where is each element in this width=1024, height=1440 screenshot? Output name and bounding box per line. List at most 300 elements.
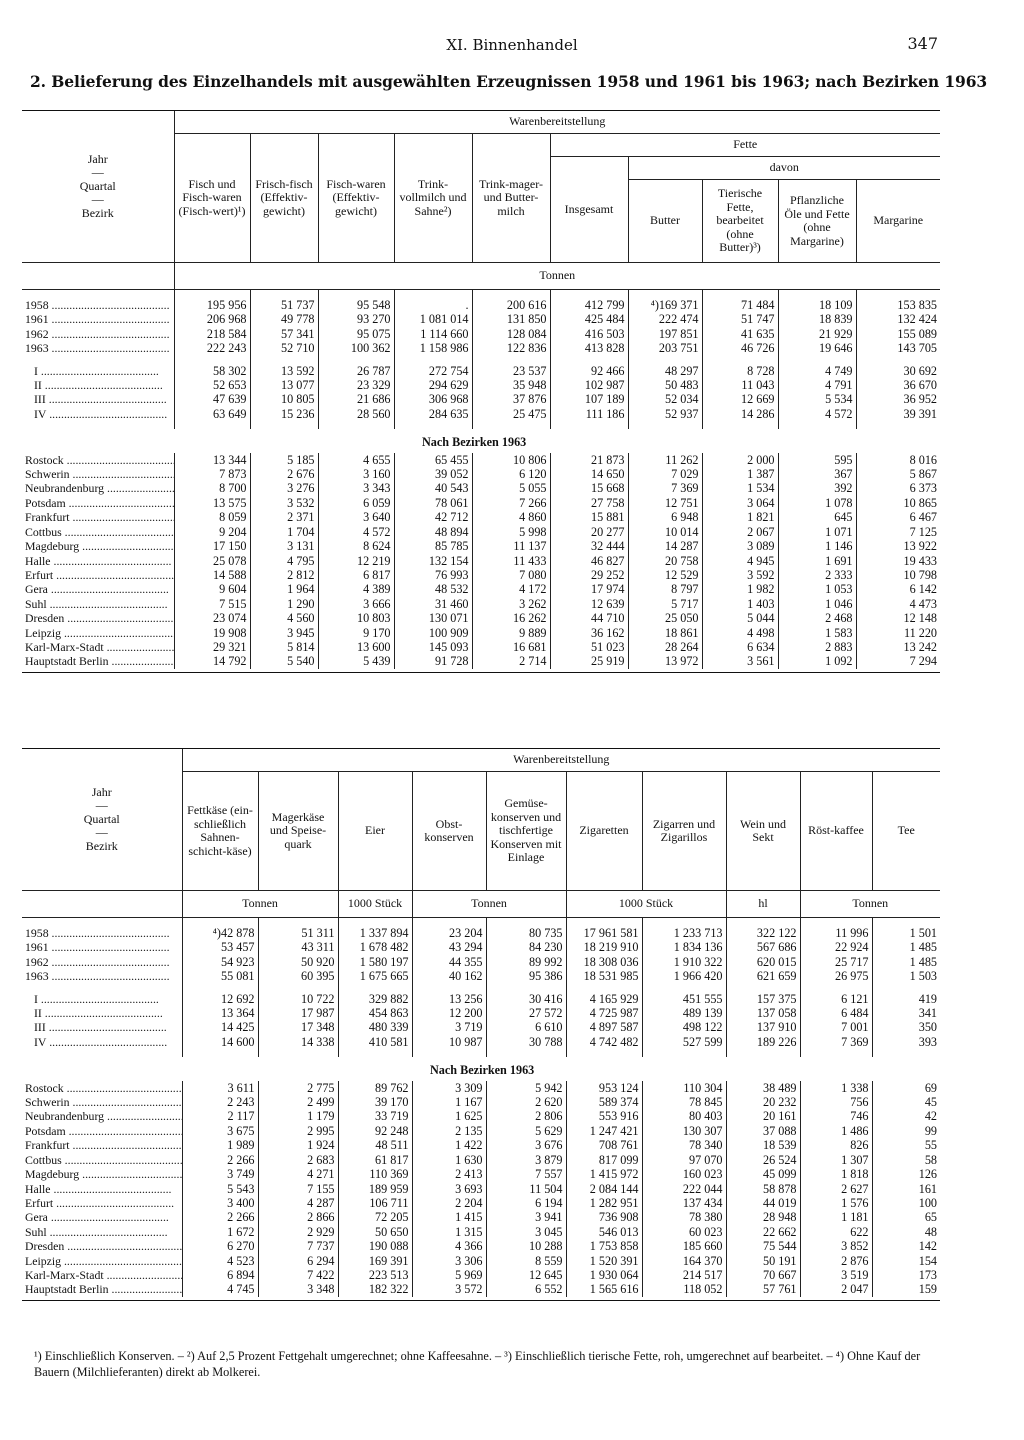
- cell-value: 3 592: [702, 568, 778, 582]
- cell-value: 100: [872, 1196, 940, 1210]
- table-row: [22, 1254, 940, 1268]
- cell-value: 2 627: [800, 1182, 872, 1196]
- cell-value: 111 186: [550, 407, 628, 421]
- table-row: [22, 1196, 940, 1210]
- cell-value: 6 552: [486, 1282, 566, 1296]
- cell-value: 29 321: [174, 640, 250, 654]
- table-row: [22, 467, 940, 481]
- cell-value: 4 897 587: [566, 1020, 642, 1034]
- row-label: [22, 1254, 182, 1268]
- cell-value: 4 498: [702, 626, 778, 640]
- cell-value: 1 966 420: [642, 969, 726, 983]
- cell-value: 2 676: [250, 467, 318, 481]
- cell-value: 57 761: [726, 1282, 800, 1296]
- cell-value: 7 369: [628, 481, 702, 495]
- unit-header: Tonnen: [174, 263, 940, 290]
- cell-value: 2 135: [412, 1124, 486, 1138]
- row-label: [22, 312, 174, 326]
- cell-value: 5 055: [472, 481, 550, 495]
- cell-value: 6 948: [628, 510, 702, 524]
- cell-value: 26 975: [800, 969, 872, 983]
- cell-value: 425 484: [550, 312, 628, 326]
- cell-value: 736 908: [566, 1210, 642, 1224]
- cell-value: 2 995: [258, 1124, 338, 1138]
- cell-value: 350: [872, 1020, 940, 1034]
- cell-value: 5 540: [250, 654, 318, 668]
- cell-value: 195 956: [174, 298, 250, 312]
- cell-value: 80 403: [642, 1109, 726, 1123]
- table-row: [22, 298, 940, 312]
- table-row: [22, 597, 940, 611]
- cell-value: 3 611: [182, 1081, 258, 1095]
- cell-value: 4 860: [472, 510, 550, 524]
- cell-value: 451 555: [642, 992, 726, 1006]
- cell-value: 12 219: [318, 554, 394, 568]
- row-label: [22, 341, 174, 355]
- cell-value: 42: [872, 1109, 940, 1123]
- cell-value: 143 705: [856, 341, 940, 355]
- cell-value: 1 691: [778, 554, 856, 568]
- cell-value: 23 329: [318, 378, 394, 392]
- cell-value: 284 635: [394, 407, 472, 421]
- cell-value: 620 015: [726, 955, 800, 969]
- cell-value: 51 737: [250, 298, 318, 312]
- cell-value: 3 676: [486, 1138, 566, 1152]
- cell-value: 4 745: [182, 1282, 258, 1296]
- table-row: [22, 407, 940, 421]
- cell-value: 25 717: [800, 955, 872, 969]
- cell-value: 2 499: [258, 1095, 338, 1109]
- cell-value: 37 088: [726, 1124, 800, 1138]
- col-header: Wein und Sekt: [726, 772, 800, 891]
- cell-value: 173: [872, 1268, 940, 1282]
- cell-value: 416 503: [550, 327, 628, 341]
- cell-value: 5 439: [318, 654, 394, 668]
- row-label: [22, 510, 174, 524]
- cell-value: 11 262: [628, 453, 702, 467]
- cell-value: 36 952: [856, 392, 940, 406]
- cell-value: 38 489: [726, 1081, 800, 1095]
- cell-value: 4 791: [778, 378, 856, 392]
- cell-value: 7 737: [258, 1239, 338, 1253]
- unit-header: 1000 Stück: [338, 891, 412, 918]
- cell-value: 2 333: [778, 568, 856, 582]
- table-row: [22, 1153, 940, 1167]
- cell-value: 18 219 910: [566, 940, 642, 954]
- cell-value: 159: [872, 1282, 940, 1296]
- cell-value: 51 747: [702, 312, 778, 326]
- table-row: [22, 568, 940, 582]
- cell-value: 3 572: [412, 1282, 486, 1296]
- cell-value: 60 395: [258, 969, 338, 983]
- cell-value: 36 162: [550, 626, 628, 640]
- row-label-text: Schwerin .....: [25, 1095, 182, 1109]
- cell-value: 99: [872, 1124, 940, 1138]
- cell-value: 39 170: [338, 1095, 412, 1109]
- cell-value: 3 945: [250, 626, 318, 640]
- row-label-text: Hauptstadt Berlin .....: [25, 654, 174, 668]
- table-row: [22, 955, 940, 969]
- cell-value: 189 959: [338, 1182, 412, 1196]
- cell-value: 21 873: [550, 453, 628, 467]
- cell-value: 7 029: [628, 467, 702, 481]
- cell-value: 54 923: [182, 955, 258, 969]
- row-label: [22, 378, 174, 392]
- cell-value: 58: [872, 1153, 940, 1167]
- cell-value: 7 873: [174, 467, 250, 481]
- cell-value: 1 282 951: [566, 1196, 642, 1210]
- cell-value: 1 146: [778, 539, 856, 553]
- row-label-text: Potsdam .....: [25, 1124, 182, 1138]
- row-label: [22, 1225, 182, 1239]
- row-label: [22, 1153, 182, 1167]
- cell-value: 49 778: [250, 312, 318, 326]
- cell-value: 14 650: [550, 467, 628, 481]
- table-row: [22, 1268, 940, 1282]
- row-label: [22, 969, 182, 983]
- cell-value: 3 131: [250, 539, 318, 553]
- table-row: [22, 364, 940, 378]
- cell-value: 12 639: [550, 597, 628, 611]
- cell-value: 10 798: [856, 568, 940, 582]
- cell-value: 393: [872, 1035, 940, 1049]
- cell-value: 10 805: [250, 392, 318, 406]
- cell-value: 1 078: [778, 496, 856, 510]
- cell-value: 5 185: [250, 453, 318, 467]
- table-row: [22, 341, 940, 355]
- cell-value: 1 821: [702, 510, 778, 524]
- col-header: Insgesamt: [550, 157, 628, 263]
- cell-value: 35 948: [472, 378, 550, 392]
- cell-value: 1 625: [412, 1109, 486, 1123]
- cell-value: 60 023: [642, 1225, 726, 1239]
- cell-value: 169 391: [338, 1254, 412, 1268]
- cell-value: 8 624: [318, 539, 394, 553]
- unit-header: Tonnen: [412, 891, 566, 918]
- section-heading: Nach Bezirken 1963: [422, 435, 527, 450]
- cell-value: 1 753 858: [566, 1239, 642, 1253]
- cell-value: 6 894: [182, 1268, 258, 1282]
- cell-value: 14 286: [702, 407, 778, 421]
- row-label-text: Gera .....: [25, 1210, 169, 1224]
- cell-value: 4 389: [318, 582, 394, 596]
- cell-value: 1 081 014: [394, 312, 472, 326]
- row-label: [22, 407, 174, 421]
- row-label: [22, 539, 174, 553]
- cell-value: 50 650: [338, 1225, 412, 1239]
- cell-value: 1 485: [872, 940, 940, 954]
- col-header: Trink-mager-und Butter-milch: [472, 134, 550, 263]
- row-label-text: IV .....: [28, 1035, 167, 1049]
- cell-value: 4 287: [258, 1196, 338, 1210]
- page-number: 347: [907, 34, 938, 53]
- cell-value: 7 001: [800, 1020, 872, 1034]
- cell-value: 92 466: [550, 364, 628, 378]
- cell-value: 329 882: [338, 992, 412, 1006]
- cell-value: 70 667: [726, 1268, 800, 1282]
- table-row: [22, 992, 940, 1006]
- cell-value: 1 114 660: [394, 327, 472, 341]
- cell-value: 18 308 036: [566, 955, 642, 969]
- cell-value: 13 600: [318, 640, 394, 654]
- cell-value: 4 572: [318, 525, 394, 539]
- row-label: [22, 467, 174, 481]
- cell-value: 1 387: [702, 467, 778, 481]
- row-label-text: I .....: [28, 364, 159, 378]
- col-header: Zigarren und Zigarillos: [642, 772, 726, 891]
- cell-value: 48 532: [394, 582, 472, 596]
- cell-value: 1 092: [778, 654, 856, 668]
- cell-value: 5 969: [412, 1268, 486, 1282]
- col-header: Margarine: [856, 180, 940, 263]
- cell-value: 122 836: [472, 341, 550, 355]
- cell-value: 19 908: [174, 626, 250, 640]
- row-label: [22, 1196, 182, 1210]
- cell-value: 392: [778, 481, 856, 495]
- cell-value: 2 806: [486, 1109, 566, 1123]
- cell-value: 51 023: [550, 640, 628, 654]
- table-row: [22, 1239, 940, 1253]
- cell-value: 72 205: [338, 1210, 412, 1224]
- cell-value: 1 247 421: [566, 1124, 642, 1138]
- cell-value: 164 370: [642, 1254, 726, 1268]
- cell-value: 3 675: [182, 1124, 258, 1138]
- cell-value: 3 160: [318, 467, 394, 481]
- cell-value: 15 668: [550, 481, 628, 495]
- cell-value: 28 264: [628, 640, 702, 654]
- cell-value: 1 181: [800, 1210, 872, 1224]
- row-label: [22, 1020, 182, 1034]
- table-row: [22, 1138, 940, 1152]
- cell-value: 567 686: [726, 940, 800, 954]
- cell-value: 13 344: [174, 453, 250, 467]
- cell-value: 4 749: [778, 364, 856, 378]
- cell-value: 1 930 064: [566, 1268, 642, 1282]
- table-row: [22, 926, 940, 940]
- cell-value: 95 548: [318, 298, 394, 312]
- cell-value: 30 692: [856, 364, 940, 378]
- cell-value: 2 775: [258, 1081, 338, 1095]
- cell-value: 85 785: [394, 539, 472, 553]
- cell-value: 1 337 894: [338, 926, 412, 940]
- cell-value: 1 704: [250, 525, 318, 539]
- cell-value: 2 683: [258, 1153, 338, 1167]
- cell-value: 26 787: [318, 364, 394, 378]
- table-row: [22, 1095, 940, 1109]
- cell-value: 410 581: [338, 1035, 412, 1049]
- cell-value: 1 290: [250, 597, 318, 611]
- cell-value: 41 635: [702, 327, 778, 341]
- cell-value: 5 942: [486, 1081, 566, 1095]
- cell-value: 2 117: [182, 1109, 258, 1123]
- davon-header: davon: [628, 157, 940, 180]
- cell-value: 5 867: [856, 467, 940, 481]
- row-label: [22, 525, 174, 539]
- cell-value: 20 277: [550, 525, 628, 539]
- cell-value: 48 297: [628, 364, 702, 378]
- table-row: [22, 611, 940, 625]
- cell-value: 137 058: [726, 1006, 800, 1020]
- cell-value: 6 610: [486, 1020, 566, 1034]
- group-header: Warenbereitstellung: [174, 111, 940, 134]
- cell-value: 18 539: [726, 1138, 800, 1152]
- cell-value: 11 137: [472, 539, 550, 553]
- cell-value: 154: [872, 1254, 940, 1268]
- cell-value: 160 023: [642, 1167, 726, 1181]
- cell-value: 46 827: [550, 554, 628, 568]
- cell-value: 95 075: [318, 327, 394, 341]
- row-label-text: 1962 .....: [25, 955, 170, 969]
- cell-value: 5 543: [182, 1182, 258, 1196]
- cell-value: 20 758: [628, 554, 702, 568]
- cell-value: 27 572: [486, 1006, 566, 1020]
- cell-value: 43 311: [258, 940, 338, 954]
- row-label: [22, 1210, 182, 1224]
- row-label: [22, 926, 182, 940]
- row-label-text: II .....: [28, 1006, 163, 1020]
- cell-value: 3 045: [486, 1225, 566, 1239]
- cell-value: 4 655: [318, 453, 394, 467]
- cell-value: 132 154: [394, 554, 472, 568]
- cell-value: 45 099: [726, 1167, 800, 1181]
- cell-value: 10 288: [486, 1239, 566, 1253]
- cell-value: 71 484: [702, 298, 778, 312]
- cell-value: 2 812: [250, 568, 318, 582]
- cell-value: ⁴)169 371: [628, 298, 702, 312]
- row-label: [22, 496, 174, 510]
- cell-value: 13 256: [412, 992, 486, 1006]
- table-row: [22, 654, 940, 668]
- cell-value: 2 084 144: [566, 1182, 642, 1196]
- cell-value: 6 270: [182, 1239, 258, 1253]
- cell-value: 36 670: [856, 378, 940, 392]
- table-row: [22, 1020, 940, 1034]
- cell-value: 341: [872, 1006, 940, 1020]
- row-label: [22, 1138, 182, 1152]
- cell-value: 50 483: [628, 378, 702, 392]
- cell-value: 595: [778, 453, 856, 467]
- cell-value: 52 034: [628, 392, 702, 406]
- row-label: [22, 327, 174, 341]
- cell-value: 206 968: [174, 312, 250, 326]
- cell-value: 145 093: [394, 640, 472, 654]
- cell-value: 7 266: [472, 496, 550, 510]
- col-header: Trink-vollmilch und Sahne²): [394, 134, 472, 263]
- cell-value: 102 987: [550, 378, 628, 392]
- cell-value: 953 124: [566, 1081, 642, 1095]
- cell-value: 1 501: [872, 926, 940, 940]
- cell-value: 5 814: [250, 640, 318, 654]
- cell-value: 6 194: [486, 1196, 566, 1210]
- cell-value: 11 220: [856, 626, 940, 640]
- cell-value: 63 649: [174, 407, 250, 421]
- cell-value: 3 306: [412, 1254, 486, 1268]
- table-row: [22, 554, 940, 568]
- cell-value: 8 059: [174, 510, 250, 524]
- cell-value: 10 803: [318, 611, 394, 625]
- cell-value: 189 226: [726, 1035, 800, 1049]
- cell-value: 4 795: [250, 554, 318, 568]
- cell-value: 5 044: [702, 611, 778, 625]
- table-row: [22, 392, 940, 406]
- cell-value: 110 369: [338, 1167, 412, 1181]
- cell-value: 14 588: [174, 568, 250, 582]
- cell-value: 76 993: [394, 568, 472, 582]
- cell-value: 2 620: [486, 1095, 566, 1109]
- cell-value: 3 640: [318, 510, 394, 524]
- row-label-text: III .....: [28, 392, 167, 406]
- cell-value: 44 019: [726, 1196, 800, 1210]
- cell-value: 14 287: [628, 539, 702, 553]
- cell-value: 8 016: [856, 453, 940, 467]
- cell-value: 6 634: [702, 640, 778, 654]
- cell-value: 190 088: [338, 1239, 412, 1253]
- cell-value: 621 659: [726, 969, 800, 983]
- col-header: Frisch-fisch (Effektiv-gewicht): [250, 134, 318, 263]
- cell-value: 10 014: [628, 525, 702, 539]
- cell-value: 78 380: [642, 1210, 726, 1224]
- row-label-text: Erfurt .....: [25, 1196, 174, 1210]
- cell-value: 1 167: [412, 1095, 486, 1109]
- table-row: [22, 525, 940, 539]
- cell-value: 65 455: [394, 453, 472, 467]
- table-row: [22, 640, 940, 654]
- cell-value: 84 230: [486, 940, 566, 954]
- cell-value: 222 474: [628, 312, 702, 326]
- row-label: [22, 1239, 182, 1253]
- cell-value: 1 422: [412, 1138, 486, 1152]
- row-label-text: Leipzig .....: [25, 626, 174, 640]
- table-row: [22, 1282, 940, 1296]
- row-label-text: Dresden .....: [25, 611, 174, 625]
- cell-value: 9 204: [174, 525, 250, 539]
- cell-value: 622: [800, 1225, 872, 1239]
- cell-value: 61 817: [338, 1153, 412, 1167]
- row-label: [22, 1035, 182, 1049]
- cell-value: 14 792: [174, 654, 250, 668]
- col-header: Fisch und Fisch-waren (Fisch-wert)¹): [174, 134, 250, 263]
- cell-value: 8 728: [702, 364, 778, 378]
- cell-value: 12 200: [412, 1006, 486, 1020]
- cell-value: 13 077: [250, 378, 318, 392]
- row-label-text: IV .....: [28, 407, 167, 421]
- cell-value: 1 315: [412, 1225, 486, 1239]
- row-label: [22, 626, 174, 640]
- row-label-text: Cottbus .....: [25, 1153, 182, 1167]
- cell-value: 31 460: [394, 597, 472, 611]
- cell-value: 15 881: [550, 510, 628, 524]
- cell-value: 419: [872, 992, 940, 1006]
- cell-value: 1 630: [412, 1153, 486, 1167]
- cell-value: 89 992: [486, 955, 566, 969]
- cell-value: 12 645: [486, 1268, 566, 1282]
- cell-value: 58 302: [174, 364, 250, 378]
- row-label: [22, 481, 174, 495]
- stub-header: Jahr — Quartal — Bezirk: [22, 749, 182, 891]
- cell-value: 8 797: [628, 582, 702, 596]
- cell-value: 21 686: [318, 392, 394, 406]
- row-label: [22, 1282, 182, 1296]
- table-row: [22, 539, 940, 553]
- cell-value: 50 191: [726, 1254, 800, 1268]
- cell-value: 1 046: [778, 597, 856, 611]
- cell-value: 1 486: [800, 1124, 872, 1138]
- row-label-text: Frankfurt .....: [25, 1138, 182, 1152]
- cell-value: 3 309: [412, 1081, 486, 1095]
- row-label-text: 1961 .....: [25, 940, 170, 954]
- cell-value: 9 170: [318, 626, 394, 640]
- row-label: [22, 1182, 182, 1196]
